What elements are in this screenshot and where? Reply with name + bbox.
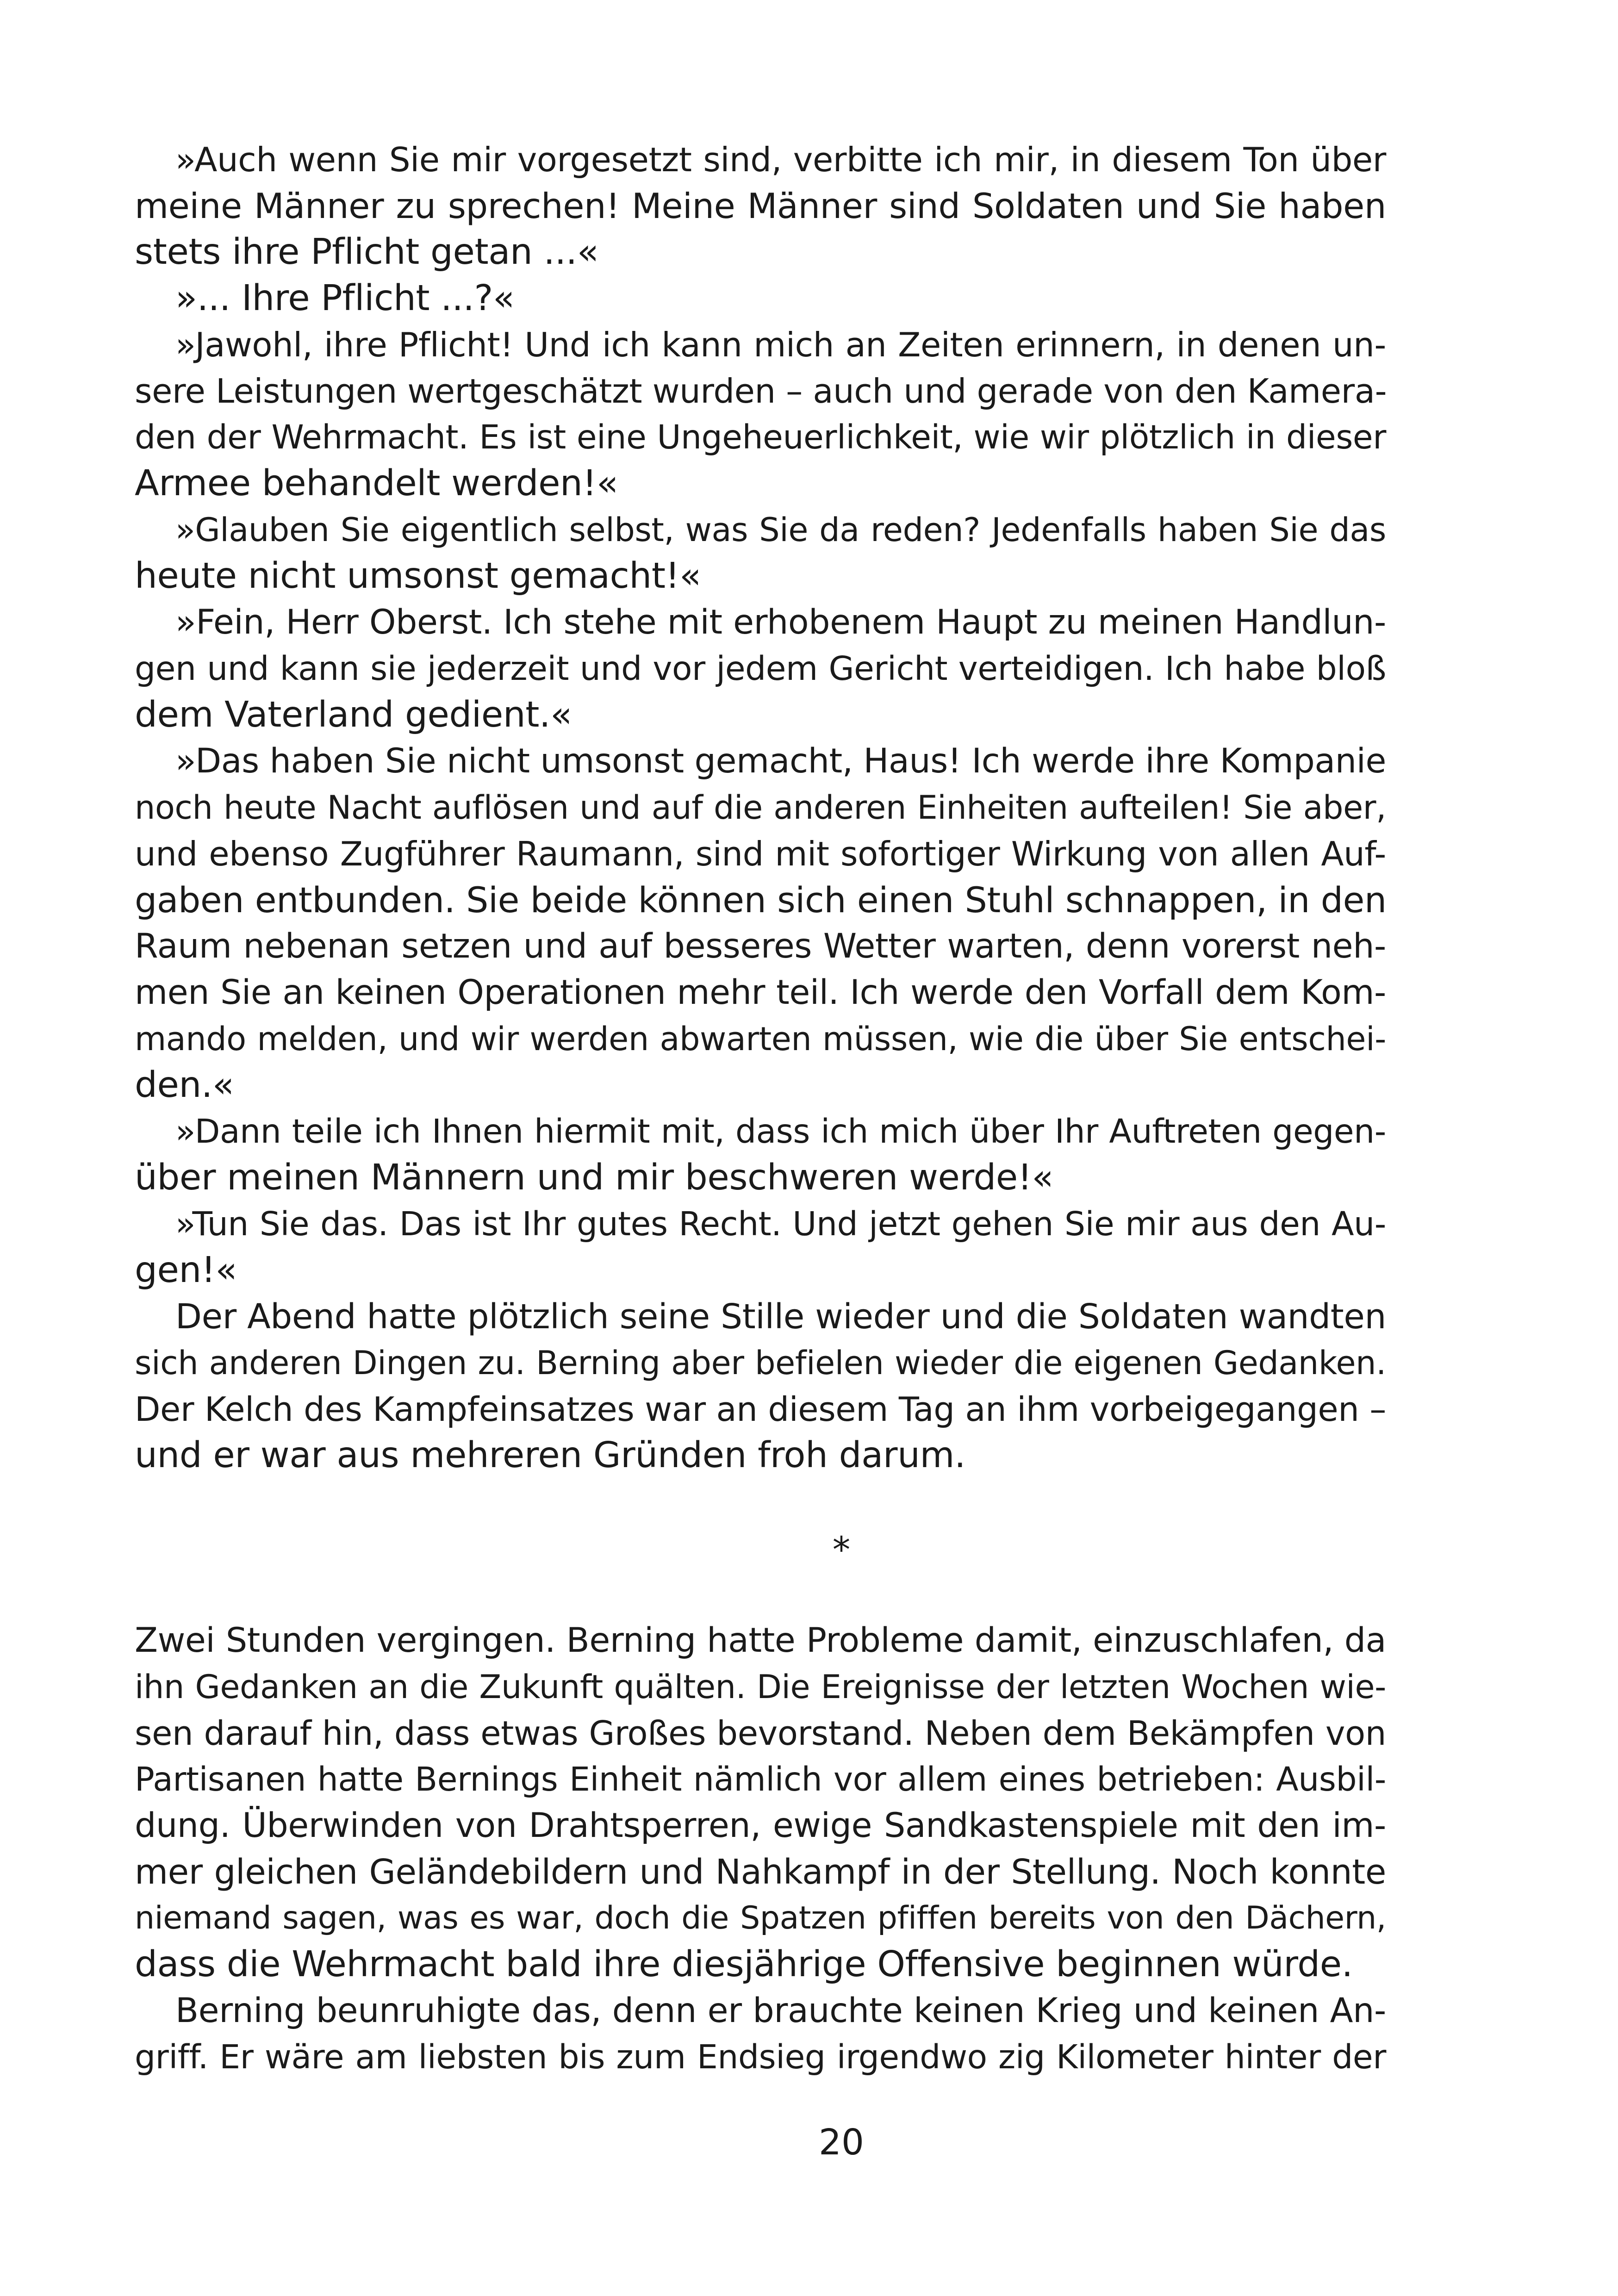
text-line: »Auch wenn Sie mir vorgesetzt sind, verbitte ich mir, in diesem Ton über — [175, 140, 1386, 179]
text-line: Raum nebenan setzen und auf besseres Wetter warten, denn vorerst neh- — [135, 927, 1386, 966]
text-line: meine Männer zu sprechen! Meine Männer sind Soldaten und Sie haben — [135, 186, 1386, 226]
text-line: Zwei Stunden vergingen. Berning hatte Probleme damit, einzuschlafen, da — [135, 1621, 1386, 1660]
text-line: gen und kann sie jederzeit und vor jedem Gericht verteidigen. Ich habe bloß — [135, 649, 1386, 688]
text-line: dung. Überwinden von Drahtsperren, ewige Sandkastenspiele mit den im- — [135, 1806, 1386, 1845]
text-line: stets ihre Pflicht getan ...« — [135, 231, 599, 273]
text-line: »Fein, Herr Oberst. Ich stehe mit erhobenem Haupt zu meinen Handlun- — [175, 603, 1386, 642]
page-number: 20 — [819, 2122, 864, 2163]
text-line: und ebenso Zugführer Raumann, sind mit sofortiger Wirkung von allen Auf- — [135, 834, 1386, 873]
text-line: dem Vaterland gedient.« — [135, 694, 572, 735]
text-line: sere Leistungen wertgeschätzt wurden – auch und gerade von den Kamera- — [135, 372, 1387, 411]
text-line: gen!« — [135, 1250, 237, 1291]
text-line: sen darauf hin, dass etwas Großes bevorstand. Neben dem Bekämpfen von — [135, 1714, 1386, 1753]
text-line: gaben entbunden. Sie beide können sich einen Stuhl schnappen, in den — [135, 879, 1387, 921]
text-line: und er war aus mehreren Gründen froh darum. — [135, 1435, 966, 1476]
text-line: mer gleichen Geländebildern und Nahkampf in der Stellung. Noch konnte — [135, 1852, 1386, 1892]
text-line: ihn Gedanken an die Zukunft quälten. Die Ereignisse der letzten Wochen wie- — [135, 1668, 1386, 1706]
section-break-asterisk: * — [832, 1530, 851, 1571]
text-line: den.« — [135, 1064, 234, 1106]
text-line: »Glauben Sie eigentlich selbst, was Sie da reden? Jedenfalls haben Sie das — [175, 511, 1386, 549]
text-line: griff. Er wäre am liebsten bis zum Endsieg irgendwo zig Kilometer hinter der — [135, 2038, 1386, 2076]
text-line: heute nicht umsonst gemacht!« — [135, 555, 701, 597]
text-line: Der Kelch des Kampfeinsatzes war an diesem Tag an ihm vorbeigegangen – — [135, 1390, 1386, 1429]
text-line: noch heute Nacht auflösen und auf die anderen Einheiten aufteilen! Sie aber, — [135, 789, 1386, 827]
text-line: Berning beunruhigte das, denn er brauchte keinen Krieg und keinen An- — [175, 1991, 1386, 2030]
text-line: mando melden, und wir werden abwarten müssen, wie die über Sie entschei- — [135, 1020, 1386, 1058]
text-line: »Das haben Sie nicht umsonst gemacht, Haus! Ich werde ihre Kompanie — [175, 741, 1386, 781]
text-line: »Tun Sie das. Das ist Ihr gutes Recht. Und jetzt gehen Sie mir aus den Au- — [175, 1205, 1386, 1243]
text-line: niemand sagen, was es war, doch die Spatzen pfiffen bereits von den Dächern, — [135, 1900, 1386, 1936]
text-line: »Jawohl, ihre Pflicht! Und ich kann mich an Zeiten erinnern, in denen un- — [175, 325, 1386, 364]
text-line: men Sie an keinen Operationen mehr teil. Ich werde den Vorfall dem Kom- — [135, 973, 1386, 1012]
text-line: Der Abend hatte plötzlich seine Stille wieder und die Soldaten wandten — [175, 1297, 1386, 1337]
text-line: den der Wehrmacht. Es ist eine Ungeheuerlichkeit, wie wir plötzlich in dieser — [135, 418, 1386, 456]
text-line: sich anderen Dingen zu. Berning aber befielen wieder die eigenen Gedanken. — [135, 1344, 1386, 1382]
text-line: »Dann teile ich Ihnen hiermit mit, dass ich mich über Ihr Auftreten gegen- — [175, 1112, 1386, 1151]
text-line: Armee behandelt werden!« — [135, 463, 618, 504]
text-line: über meinen Männern und mir beschweren werde!« — [135, 1157, 1054, 1198]
text-line: Partisanen hatte Bernings Einheit nämlich vor allem eines betrieben: Ausbil- — [135, 1760, 1386, 1798]
text-line: dass die Wehrmacht bald ihre diesjährige Offensive beginnen würde. — [135, 1944, 1353, 1985]
text-line: »... Ihre Pflicht ...?« — [175, 278, 515, 319]
